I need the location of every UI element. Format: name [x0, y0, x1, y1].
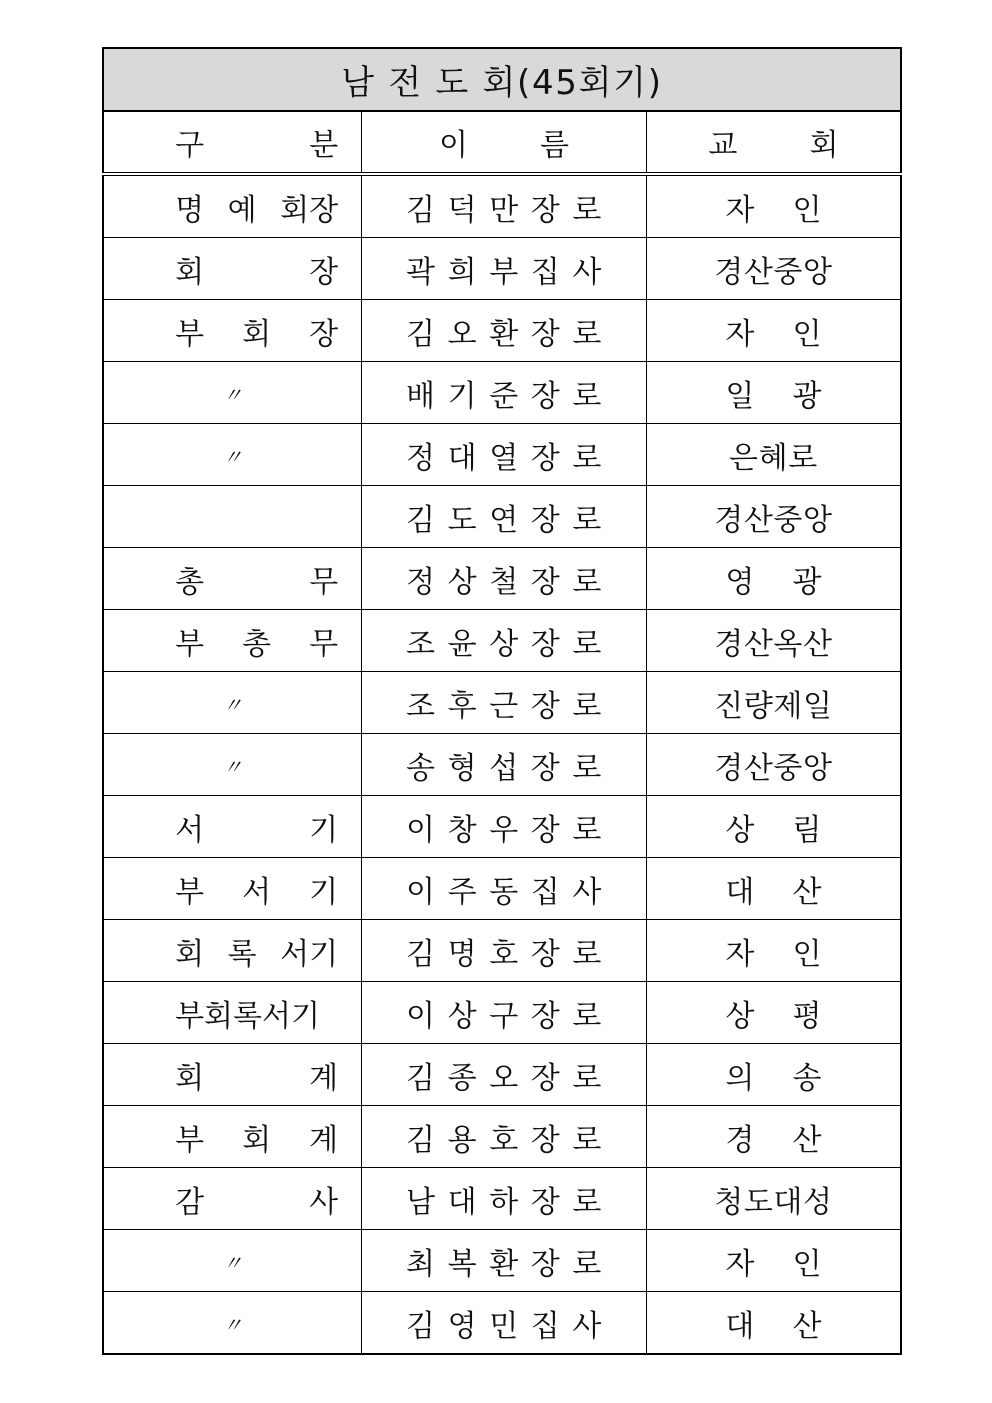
table-row: [103, 486, 901, 548]
church-cell: [646, 982, 901, 1044]
church-cell: [646, 548, 901, 610]
ditto-mark: 〃: [222, 1251, 243, 1275]
table-row: [103, 1292, 901, 1355]
role-cell: [103, 610, 362, 672]
role-label: 부 회 장: [175, 316, 339, 352]
church-cell: [646, 174, 901, 238]
name-cell: 곽희부집사: [362, 238, 647, 300]
role-cell: [103, 1106, 362, 1168]
role-label: 부회록서기: [175, 998, 320, 1034]
church-label: 대 산: [725, 874, 822, 910]
role-cell: [103, 1044, 362, 1106]
role-label: 서 기: [175, 812, 339, 848]
header-church-label: 교 회: [708, 128, 839, 163]
table-row: [103, 610, 901, 672]
header-row: [103, 111, 901, 174]
ditto-mark: 〃: [222, 445, 243, 469]
role-label: 총 무: [175, 564, 339, 600]
table-row: [103, 920, 901, 982]
role-label: 부 총 무: [175, 626, 339, 662]
name-cell: 조후근장로: [362, 672, 647, 734]
role-label: 명 예 회장: [175, 192, 339, 228]
church-cell: [646, 1292, 901, 1355]
ditto-mark: 〃: [222, 755, 243, 779]
church-cell: [646, 1106, 901, 1168]
table-row: [103, 1230, 901, 1292]
table-row: [103, 734, 901, 796]
church-label: 의 송: [725, 1060, 822, 1096]
church-cell: [646, 734, 901, 796]
church-cell: [646, 486, 901, 548]
church-label: 경산중앙: [714, 750, 833, 786]
role-cell: [103, 548, 362, 610]
church-cell: [646, 1230, 901, 1292]
church-label: 자 인: [725, 1246, 822, 1282]
church-cell: [646, 672, 901, 734]
church-label: 상 평: [725, 998, 822, 1034]
officers-table: [102, 47, 902, 1355]
church-label: 은혜로: [729, 440, 818, 476]
role-cell: [103, 174, 362, 238]
role-cell: [103, 1168, 362, 1230]
title-row: [103, 48, 901, 111]
church-cell: [646, 1044, 901, 1106]
header-role: [103, 111, 362, 174]
church-cell: [646, 424, 901, 486]
church-label: 대 산: [725, 1308, 822, 1344]
church-cell: [646, 796, 901, 858]
name-cell: 이창우장로: [362, 796, 647, 858]
header-role-label: 구 분: [175, 128, 339, 163]
role-label: 부 서 기: [175, 874, 339, 910]
name-cell: 김용호장로: [362, 1106, 647, 1168]
church-label: 일 광: [725, 378, 822, 414]
ditto-mark: 〃: [222, 383, 243, 407]
role-label: 회 계: [175, 1060, 339, 1096]
name-cell: 남대하장로: [362, 1168, 647, 1230]
table-row: [103, 672, 901, 734]
table-row: [103, 238, 901, 300]
name-cell: 최복환장로: [362, 1230, 647, 1292]
role-cell: [103, 672, 362, 734]
church-label: 자 인: [725, 936, 822, 972]
table-row: [103, 424, 901, 486]
name-cell: 조윤상장로: [362, 610, 647, 672]
table-row: [103, 1168, 901, 1230]
role-cell: [103, 1230, 362, 1292]
header-name: [362, 111, 647, 174]
table-row: [103, 796, 901, 858]
role-cell: [103, 424, 362, 486]
role-cell: [103, 300, 362, 362]
church-label: 경산옥산: [714, 626, 833, 662]
table-row: [103, 1106, 901, 1168]
name-cell: 송형섭장로: [362, 734, 647, 796]
table-row: [103, 362, 901, 424]
role-label: 회 장: [175, 254, 339, 290]
church-label: 경산중앙: [714, 502, 833, 538]
role-cell: [103, 734, 362, 796]
church-label: 청도대성: [714, 1184, 833, 1220]
table-row: [103, 858, 901, 920]
name-cell: 김덕만장로: [362, 174, 647, 238]
church-label: 자 인: [725, 316, 822, 352]
name-cell: 정상철장로: [362, 548, 647, 610]
church-label: 진량제일: [714, 688, 833, 724]
name-cell: 김종오장로: [362, 1044, 647, 1106]
church-label: 경 산: [725, 1122, 822, 1158]
church-cell: [646, 238, 901, 300]
role-cell: [103, 238, 362, 300]
role-cell: [103, 858, 362, 920]
table-row: [103, 174, 901, 238]
table-row: [103, 300, 901, 362]
church-label: 자 인: [725, 192, 822, 228]
name-cell: 김오환장로: [362, 300, 647, 362]
role-cell: [103, 796, 362, 858]
role-cell: [103, 920, 362, 982]
table-row: [103, 982, 901, 1044]
church-cell: [646, 362, 901, 424]
table-body: [103, 174, 901, 1354]
role-label: 부 회 계: [175, 1122, 339, 1158]
role-cell: [103, 1292, 362, 1355]
table-row: [103, 1044, 901, 1106]
ditto-mark: 〃: [222, 1313, 243, 1337]
header-name-label: 이 름: [438, 128, 569, 163]
name-cell: 이주동집사: [362, 858, 647, 920]
role-cell: [103, 362, 362, 424]
church-cell: [646, 300, 901, 362]
role-label: 감 사: [175, 1184, 339, 1220]
name-cell: 배기준장로: [362, 362, 647, 424]
church-label: 상 림: [725, 812, 822, 848]
name-cell: 김명호장로: [362, 920, 647, 982]
table-title: 남 전 도 회(45회기): [103, 48, 901, 111]
church-cell: [646, 1168, 901, 1230]
header-church: [646, 111, 901, 174]
church-label: 영 광: [725, 564, 822, 600]
church-cell: [646, 858, 901, 920]
church-cell: [646, 610, 901, 672]
role-cell: [103, 486, 362, 548]
role-cell: [103, 982, 362, 1044]
table-row: [103, 548, 901, 610]
ditto-mark: 〃: [222, 693, 243, 717]
name-cell: 김영민집사: [362, 1292, 647, 1355]
name-cell: 김도연장로: [362, 486, 647, 548]
role-label: 회 록 서기: [175, 936, 339, 972]
church-cell: [646, 920, 901, 982]
name-cell: 이상구장로: [362, 982, 647, 1044]
church-label: 경산중앙: [714, 254, 833, 290]
name-cell: 정대열장로: [362, 424, 647, 486]
